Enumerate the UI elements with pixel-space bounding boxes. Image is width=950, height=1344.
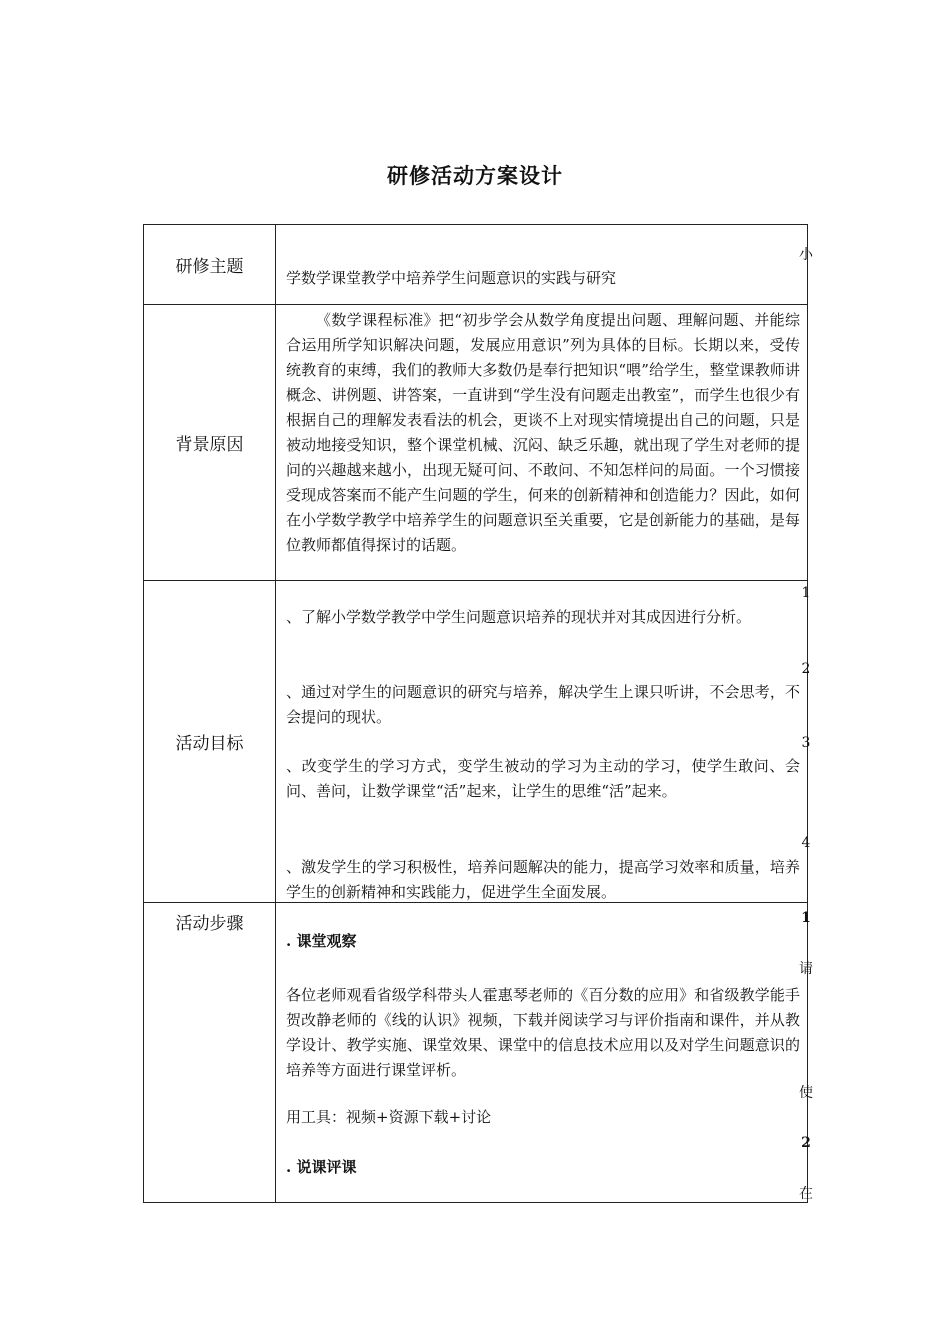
row-goals (144, 581, 811, 903)
step-heading: . 课堂观察 (286, 932, 357, 950)
step-edge-char: 使 (799, 1085, 813, 1101)
plan-table (143, 224, 813, 1203)
document-title: 研修活动方案设计 (387, 164, 563, 188)
background-text: 《数学课程标准》把“初步学会从数学角度提出问题、理解问题、并能综合运用所学知识解决问题，发展应用意识”列为具体的目标。长期以来，受传统教育的束缚，我们的教师大多数仍是奉行把知识“喂”给学生，整堂课教师讲概念、讲例题、讲答案，一直讲到“学生没有问题走出教室”，而学生也很少有根据自己的理解发表看法的机会，更谈不上对现实情境提出自己的问题，只是被动地接受知识，整个课堂机械、沉闷、缺乏乐趣，就出现了学生对老师的提问的兴趣越来越小，出现无疑可问、不敢问、不知怎样问的局面。一个习惯接受现成答案而不能产生问题的学生，何来的创新精神和创造能力？因此，如何在小学数学教学中培养学生的问题意识至关重要，它是创新能力的基础，是每位教师都值得探讨的话题。 (286, 311, 800, 554)
step-number: 1 (801, 910, 811, 926)
step-tools: 用工具：视频+资源下载+讨论 (286, 1108, 492, 1126)
row-background (144, 305, 807, 581)
step-text: 各位老师观看省级学科带头人霍惠琴老师的《百分数的应用》和省级教学能手贺改静老师的《线的认识》视频，下载并阅读学习与评价指南和课件，并从教学设计、教学实施、课堂效果、课堂中的信息技术应用以及对学生问题意识的培养等方面进行课堂评析。 (286, 986, 800, 1079)
goal-number: 4 (801, 835, 811, 851)
topic-label: 研修主题 (144, 225, 276, 304)
goal-text: 、了解小学数学教学中学生问题意识培养的现状并对其成因进行分析。 (286, 608, 752, 626)
topic-content (276, 225, 813, 304)
step-edge-char: 请 (799, 961, 813, 977)
background-label: 背景原因 (144, 305, 276, 580)
step-edge-char: 在 (799, 1186, 813, 1202)
goals-label: 活动目标 (144, 581, 276, 902)
goal-text: 、激发学生的学习积极性，培养问题解决的能力，提高学习效率和质量，培养学生的创新精神和实践能力，促进学生全面发展。 (286, 858, 800, 901)
steps-content (276, 903, 813, 1202)
goals-content (276, 581, 811, 902)
steps-label: 活动步骤 (144, 903, 276, 1202)
row-steps (144, 903, 813, 1202)
goal-number: 3 (801, 735, 811, 751)
background-content (276, 305, 807, 580)
topic-text: 学数学课堂教学中培养学生问题意识的实践与研究 (286, 269, 617, 287)
step-number: 2 (801, 1135, 811, 1151)
step-heading: . 说课评课 (286, 1158, 357, 1176)
row-topic (144, 225, 813, 305)
goal-number: 2 (801, 661, 811, 677)
goal-number: 1 (801, 585, 811, 601)
goal-text: 、改变学生的学习方式，变学生被动的学习为主动的学习，使学生敢问、会问、善问，让数学课堂“活”起来，让学生的思维“活”起来。 (286, 757, 800, 800)
topic-edge-char: 小 (799, 247, 813, 263)
goal-text: 、通过对学生的问题意识的研究与培养，解决学生上课只听讲，不会思考，不会提问的现状。 (286, 683, 800, 726)
